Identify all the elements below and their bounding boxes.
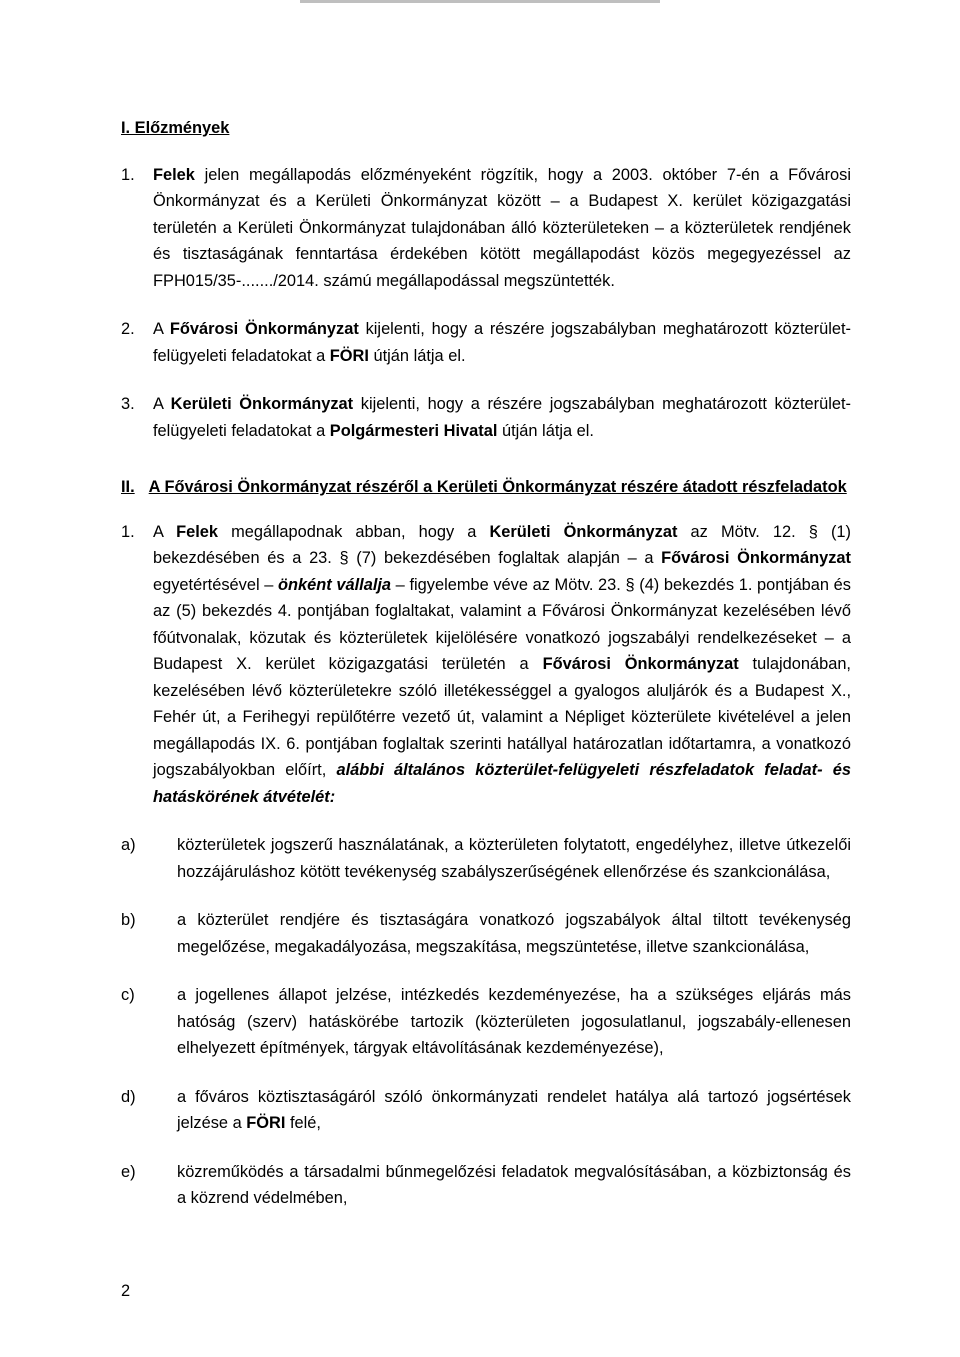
- emphasis-run: FÖRI: [329, 346, 369, 365]
- emphasis-run: önként vállalja: [278, 575, 392, 594]
- subitem-text: közterületek jogszerű használatának, a közterületen folytatott, engedélyhez, illetve útkezelői hozzájáruláshoz kötött tevékenység szabályszerűségének ellenőrzése és szankcionálása,: [177, 836, 851, 881]
- item-text: [153, 519, 851, 811]
- subitem-label: a): [121, 836, 136, 854]
- item-text: [153, 162, 851, 295]
- subitem-e: [121, 1159, 851, 1212]
- text-run: A: [153, 395, 171, 413]
- subitem-b: [121, 907, 851, 960]
- emphasis-run: Kerületi Önkormányzat: [170, 395, 354, 413]
- subitem-list: [121, 832, 851, 1212]
- emphasis-run: FÖRI: [246, 1114, 286, 1132]
- text-run: a főváros köztisztaságáról szóló önkormányzati rendelet hatálya alá tartozó jogsértések jelzése a: [177, 1087, 851, 1132]
- subitem-text: [177, 1084, 851, 1137]
- section-1-item-1: [121, 162, 851, 295]
- subitem-label: d): [121, 1087, 136, 1106]
- item-number: 3.: [121, 395, 135, 413]
- scan-top-edge: [300, 0, 660, 3]
- item-text: [153, 316, 851, 369]
- item-number: 1.: [121, 165, 135, 184]
- text-run: A: [153, 320, 170, 338]
- section-2-item-1: [121, 519, 851, 811]
- subitem-text: a jogellenes állapot jelzése, intézkedés kezdeményezése, ha a szükséges eljárás más hatóság (szerv) hatáskörébe tartozik (közterületen jogosulatlanul, jogszabály-ellenesen elhelyezett építmények, tárgyak eltávolításának kezdeményezése),: [177, 986, 851, 1057]
- emphasis-run: Fővárosi Önkormányzat: [542, 655, 739, 673]
- text-run: útján látja el.: [497, 421, 594, 440]
- document-page: [121, 115, 851, 1234]
- emphasis-run: Felek: [153, 165, 195, 184]
- text-run: – figyelembe véve az Mötv. 23. § (4) bekezdés 1. pontjában és az (5) bekezdés 4. pontjában foglaltakat, valamint a Fővárosi Önkormányzat kezelésében lévő főútvonalak, közutak és közterületek kijelölésére vonatkozó jogszabályi rendelkezéseket – a Budapest X. kerület közigazgatási területén a: [153, 575, 851, 673]
- section-title: A Fővárosi Önkormányzat részéről a Kerületi Önkormányzat részére átadott részfeladatok: [148, 478, 847, 496]
- text-run: útján látja el.: [368, 346, 466, 365]
- emphasis-run: Kerületi Önkormányzat: [489, 522, 678, 541]
- text-run: A: [153, 522, 177, 541]
- emphasis-run: Fővárosi Önkormányzat: [661, 549, 851, 567]
- text-run: az Mötv. 12. § (1) bekezdésében és a 23. § (7) bekezdésében foglaltak alapján – a: [153, 522, 852, 567]
- subitem-text: közreműködés a társadalmi bűnmegelőzési feladatok megvalósításában, a közbiztonság és a közrend védelmében,: [177, 1162, 851, 1207]
- emphasis-run: alábbi általános közterület-felügyeleti részfeladatok feladat- és hatáskörének átvételét:: [153, 761, 851, 806]
- section-1-heading: I. Előzmények: [121, 119, 230, 137]
- section-number: II.: [121, 478, 135, 496]
- text-run: kijelenti, hogy a részére jogszabályban meghatározott közterület-felügyeleti feladatokat a: [153, 395, 852, 440]
- section-1-item-2: [121, 316, 851, 369]
- subitem-label: b): [121, 911, 136, 929]
- emphasis-run: Fővárosi Önkormányzat: [169, 320, 359, 338]
- section-2-heading: [121, 474, 851, 501]
- text-run: jelen megállapodás előzményeként rögzítik, hogy a 2003. október 7-én a Fővárosi Önkormányzat és a Kerületi Önkormányzat között – a Budapest X. kerület közigazgatási területén a Kerületi Önkormányzat tulajdonában álló közterületeken – a közterületek rendjének és tisztaságának fenntartása érdekében kötött megállapodást közös megegyezéssel az FPH015/35-......./2014. számú megállapodással megszüntették.: [153, 165, 851, 290]
- item-text: [153, 391, 851, 444]
- subitem-label: e): [121, 1162, 136, 1181]
- text-run: megállapodnak abban, hogy a: [218, 522, 490, 541]
- item-number: 2.: [121, 320, 135, 338]
- subitem-label: c): [121, 986, 135, 1004]
- subitem-a: [121, 832, 851, 885]
- item-number: 1.: [121, 522, 135, 541]
- subitem-d: [121, 1084, 851, 1137]
- text-run: felé,: [285, 1114, 321, 1132]
- subitem-c: [121, 982, 851, 1062]
- text-run: tulajdonában, kezelésében lévő közterületekre szóló illetékességgel a gyalogos aluljárók és a Budapest X., Fehér út, a Ferihegyi repülőtérre vezető út, valamint a Népliget közterülete kivételével a jelen megállapodás IX. 6. pontjában foglaltak szerinti hatállyal határozatlan időtartamra, a vonatkozó jogszabályokban előírt,: [153, 655, 851, 779]
- text-run: egyetértésével –: [153, 575, 278, 594]
- subitem-text: a közterület rendjére és tisztaságára vonatkozó jogszabályok által tiltott tevékenység megelőzése, megakadályozása, megszakítása, megszüntetése, illetve szankcionálása,: [177, 911, 851, 956]
- page-number: 2: [121, 1282, 131, 1300]
- text-run: kijelenti, hogy a részére jogszabályban meghatározott közterület-felügyeleti feladatokat a: [153, 320, 851, 365]
- emphasis-run: Felek: [176, 522, 219, 541]
- section-1-item-3: [121, 391, 851, 444]
- emphasis-run: Polgármesteri Hivatal: [329, 421, 498, 440]
